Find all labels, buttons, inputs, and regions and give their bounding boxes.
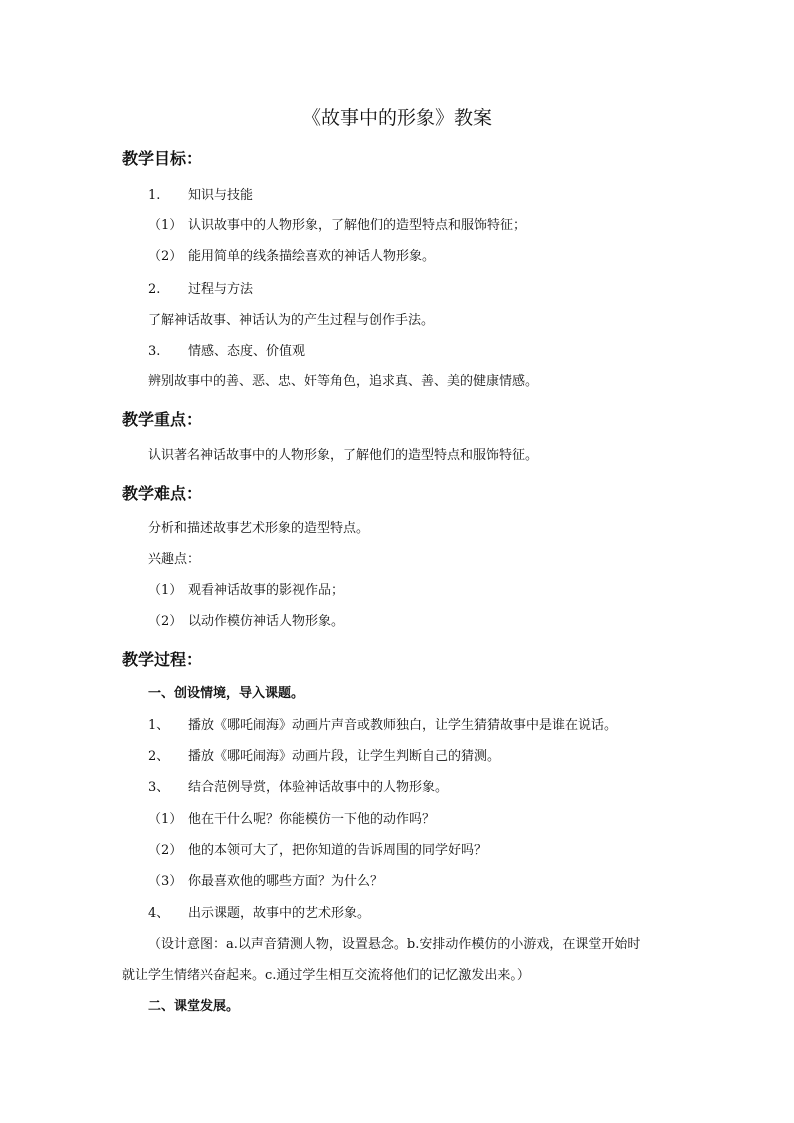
process-question-2 bbox=[148, 841, 487, 861]
key-points-body: 认识著名神话故事中的人物形象，了解他们的造型特点和服饰特征。 bbox=[148, 448, 539, 463]
process-step-1-number: 1、 bbox=[148, 718, 170, 733]
process-step-2-text: 播放《哪吒闹海》动画片段，让学生判断自己的猜测。 bbox=[188, 749, 501, 764]
interest-sub-2-number: （2） bbox=[148, 614, 183, 629]
goal-item-3-number: 3. bbox=[148, 344, 161, 359]
process-step-2-number: 2、 bbox=[148, 749, 170, 764]
interest-sub-1 bbox=[148, 581, 344, 601]
process-step-3-text: 结合范例导赏，体验神话故事中的人物形象。 bbox=[188, 780, 449, 795]
document-title: 《故事中的形象》教案 bbox=[301, 107, 492, 129]
goal-item-3 bbox=[148, 342, 305, 362]
goal-item-2-number: 2. bbox=[148, 282, 161, 297]
goal-item-1 bbox=[148, 186, 253, 206]
process-part-1-title: 一、创设情境，导入课题。 bbox=[148, 686, 305, 701]
goal-sub-1 bbox=[148, 216, 526, 236]
process-part-2-title: 二、课堂发展。 bbox=[148, 999, 240, 1014]
design-intent-line-1: （设计意图：a.以声音猜测人物，设置悬念。b.安排动作模仿的小游戏，在课堂开始时 bbox=[148, 937, 641, 952]
difficult-points-body: 分析和描述故事艺术形象的造型特点。 bbox=[148, 521, 370, 536]
process-question-3-number: （3） bbox=[148, 874, 183, 889]
heading-difficult-points: 教学难点： bbox=[122, 484, 203, 503]
goal-item-3-body: 辨别故事中的善、恶、忠、奸等角色，追求真、善、美的健康情感。 bbox=[148, 374, 539, 389]
process-step-3-number: 3、 bbox=[148, 780, 170, 795]
goal-sub-1-number: （1） bbox=[148, 218, 183, 233]
goal-item-2-body: 了解神话故事、神话认为的产生过程与创作手法。 bbox=[148, 313, 435, 328]
process-step-4 bbox=[148, 904, 370, 924]
goal-item-1-text: 知识与技能 bbox=[188, 188, 254, 203]
process-question-3 bbox=[148, 872, 383, 892]
process-question-3-text: 你最喜欢他的哪些方面？为什么？ bbox=[188, 874, 384, 889]
goal-item-1-number: 1. bbox=[148, 188, 161, 203]
process-question-1-number: （1） bbox=[148, 812, 183, 827]
process-step-4-number: 4、 bbox=[148, 906, 170, 921]
interest-sub-1-number: （1） bbox=[148, 583, 183, 598]
interest-points-label: 兴趣点： bbox=[148, 552, 201, 567]
goal-sub-2 bbox=[148, 247, 435, 267]
goal-sub-2-number: （2） bbox=[148, 249, 183, 264]
process-question-2-number: （2） bbox=[148, 843, 183, 858]
process-step-1-text: 播放《哪吒闹海》动画片声音或教师独白，让学生猜猜故事中是谁在说话。 bbox=[188, 718, 618, 733]
process-question-2-text: 他的本领可大了，把你知道的告诉周围的同学好吗？ bbox=[188, 843, 488, 858]
goal-item-2 bbox=[148, 280, 253, 300]
heading-teaching-process: 教学过程： bbox=[122, 650, 203, 669]
process-question-1-text: 他在干什么呢？你能模仿一下他的动作吗？ bbox=[188, 812, 436, 827]
process-step-1 bbox=[148, 716, 617, 736]
goal-sub-1-text: 认识故事中的人物形象，了解他们的造型特点和服饰特征； bbox=[188, 218, 527, 233]
process-question-1 bbox=[148, 810, 435, 830]
design-intent-line-2: 就让学生情绪兴奋起来。c.通过学生相互交流将他们的记忆激发出来。） bbox=[122, 968, 530, 983]
process-step-4-text: 出示课题，故事中的艺术形象。 bbox=[188, 906, 371, 921]
interest-sub-2 bbox=[148, 612, 344, 632]
interest-sub-1-text: 观看神话故事的影视作品； bbox=[188, 583, 345, 598]
goal-item-3-text: 情感、态度、价值观 bbox=[188, 344, 306, 359]
interest-sub-2-text: 以动作模仿神话人物形象。 bbox=[188, 614, 345, 629]
heading-key-points: 教学重点： bbox=[122, 410, 203, 429]
heading-teaching-goals: 教学目标： bbox=[122, 149, 203, 168]
process-step-3 bbox=[148, 778, 448, 798]
process-step-2 bbox=[148, 747, 500, 767]
goal-sub-2-text: 能用简单的线条描绘喜欢的神话人物形象。 bbox=[188, 249, 436, 264]
goal-item-2-text: 过程与方法 bbox=[188, 282, 254, 297]
